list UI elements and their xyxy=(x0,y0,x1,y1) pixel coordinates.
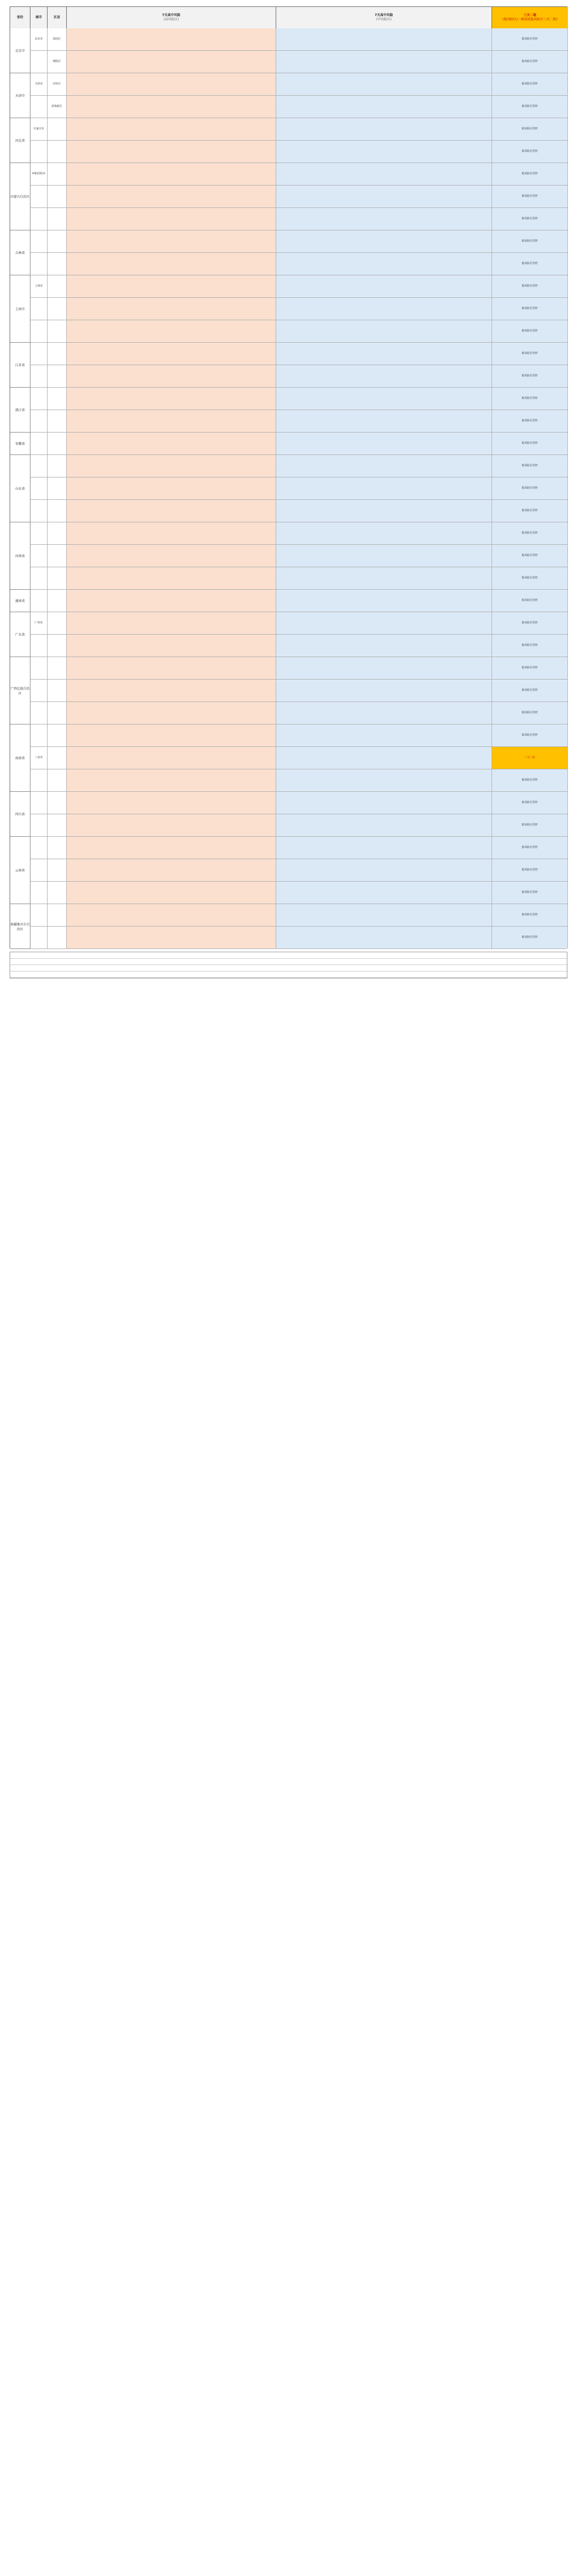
province-cell: 内蒙古自治区 xyxy=(10,163,30,230)
district-cell: 河东区 xyxy=(48,73,67,95)
city-cell xyxy=(30,724,48,746)
low-risk-cell: 低风险区管控 xyxy=(492,657,568,679)
risk-area-table xyxy=(10,6,567,948)
province-cell: 广西壮族自治区 xyxy=(10,657,30,724)
mid-risk-cell xyxy=(276,612,492,634)
high-risk-cell xyxy=(67,253,276,275)
city-cell xyxy=(30,365,48,387)
city-cell: 三亚市 xyxy=(30,747,48,769)
district-cell xyxy=(48,702,67,724)
city-cell xyxy=(30,837,48,859)
district-cell xyxy=(48,635,67,657)
high-risk-cell xyxy=(67,635,276,657)
province-cell: 北京市 xyxy=(10,28,30,73)
mid-risk-cell xyxy=(276,28,492,50)
high-risk-cell xyxy=(67,769,276,791)
province-cell: 四川省 xyxy=(10,792,30,837)
city-cell xyxy=(30,792,48,814)
mid-risk-cell xyxy=(276,657,492,679)
high-risk-cell xyxy=(67,163,276,185)
high-risk-cell xyxy=(67,680,276,701)
city-cell xyxy=(30,769,48,791)
low-risk-cell: 三天二检 xyxy=(492,747,568,769)
high-risk-cell xyxy=(67,410,276,432)
table-row xyxy=(30,882,567,904)
district-cell xyxy=(48,388,67,410)
city-cell xyxy=(30,859,48,881)
note-line xyxy=(10,952,567,959)
table-row xyxy=(30,477,567,500)
district-cell xyxy=(48,365,67,387)
high-risk-cell xyxy=(67,388,276,410)
high-risk-cell xyxy=(67,230,276,252)
low-risk-cell: 低风险区管控 xyxy=(492,141,568,163)
mid-risk-cell xyxy=(276,163,492,185)
high-risk-cell xyxy=(67,522,276,544)
city-cell xyxy=(30,410,48,432)
district-cell xyxy=(48,545,67,567)
district-cell xyxy=(48,141,67,163)
mid-risk-cell xyxy=(276,410,492,432)
header-province: 省份 xyxy=(10,7,30,28)
low-risk-cell: 低风险区管控 xyxy=(492,635,568,657)
low-risk-cell: 低风险区管控 xyxy=(492,769,568,791)
city-cell xyxy=(30,882,48,904)
low-risk-cell: 低风险区管控 xyxy=(492,230,568,252)
low-risk-cell: 低风险区管控 xyxy=(492,163,568,185)
low-risk-cell: 低风险区管控 xyxy=(492,477,568,499)
high-risk-cell xyxy=(67,657,276,679)
province-cell: 山东省 xyxy=(10,455,30,522)
low-risk-cell: 低风险区管控 xyxy=(492,724,568,746)
low-risk-cell: 低风险区管控 xyxy=(492,51,568,73)
note-line xyxy=(10,971,567,978)
table-row xyxy=(30,253,567,275)
low-risk-cell: 低风险区管控 xyxy=(492,522,568,544)
table-row xyxy=(30,433,567,455)
high-risk-cell xyxy=(67,433,276,454)
city-cell xyxy=(30,96,48,118)
mid-risk-cell xyxy=(276,702,492,724)
table-row xyxy=(30,298,567,320)
table-row xyxy=(30,680,567,702)
high-risk-cell xyxy=(67,792,276,814)
mid-risk-cell xyxy=(276,635,492,657)
district-cell xyxy=(48,657,67,679)
city-cell xyxy=(30,208,48,230)
city-cell xyxy=(30,141,48,163)
high-risk-cell xyxy=(67,343,276,365)
low-risk-cell: 低风险区管控 xyxy=(492,253,568,275)
low-risk-cell: 低风险区管控 xyxy=(492,433,568,454)
note-line xyxy=(10,965,567,971)
mid-risk-cell xyxy=(276,298,492,320)
city-cell xyxy=(30,927,48,948)
mid-risk-cell xyxy=(276,253,492,275)
mid-risk-cell xyxy=(276,590,492,612)
city-cell: 广州市 xyxy=(30,612,48,634)
mid-risk-cell xyxy=(276,837,492,859)
city-cell xyxy=(30,657,48,679)
low-risk-cell: 低风险区管控 xyxy=(492,28,568,50)
low-risk-cell: 低风险区管控 xyxy=(492,388,568,410)
low-risk-cell: 低风险区管控 xyxy=(492,837,568,859)
district-cell xyxy=(48,433,67,454)
city-cell xyxy=(30,186,48,207)
low-risk-cell: 低风险区管控 xyxy=(492,590,568,612)
city-cell xyxy=(30,388,48,410)
district-cell xyxy=(48,567,67,589)
table-row xyxy=(30,96,567,118)
low-risk-cell: 低风险区管控 xyxy=(492,567,568,589)
mid-risk-cell xyxy=(276,275,492,297)
city-cell xyxy=(30,320,48,342)
table-row xyxy=(30,859,567,882)
district-cell xyxy=(48,927,67,948)
header-district: 区县 xyxy=(48,7,67,28)
city-cell xyxy=(30,298,48,320)
mid-risk-cell xyxy=(276,567,492,589)
table-row xyxy=(30,320,567,343)
table-row xyxy=(30,724,567,747)
mid-risk-cell xyxy=(276,814,492,836)
low-risk-cell: 低风险区管控 xyxy=(492,343,568,365)
city-cell xyxy=(30,343,48,365)
low-risk-cell: 低风险区管控 xyxy=(492,186,568,207)
table-row xyxy=(30,567,567,590)
city-cell xyxy=(30,702,48,724)
district-cell xyxy=(48,410,67,432)
header-low-risk: 三天二检 (低风险区/一般按照低风险区三天二检) xyxy=(492,7,568,28)
high-risk-cell xyxy=(67,882,276,904)
low-risk-cell: 低风险区管控 xyxy=(492,792,568,814)
district-cell xyxy=(48,680,67,701)
low-risk-cell: 低风险区管控 xyxy=(492,275,568,297)
city-cell xyxy=(30,51,48,73)
low-risk-cell: 低风险区管控 xyxy=(492,208,568,230)
district-cell xyxy=(48,455,67,477)
table-row xyxy=(30,904,567,927)
high-risk-cell xyxy=(67,186,276,207)
province-cell: 河北省 xyxy=(10,118,30,163)
district-cell xyxy=(48,320,67,342)
city-cell xyxy=(30,545,48,567)
header-city: 城市 xyxy=(30,7,48,28)
high-risk-cell xyxy=(67,455,276,477)
low-risk-cell: 低风险区管控 xyxy=(492,904,568,926)
high-risk-cell xyxy=(67,500,276,522)
table-row xyxy=(30,635,567,657)
city-cell xyxy=(30,680,48,701)
low-risk-cell: 低风险区管控 xyxy=(492,73,568,95)
district-cell xyxy=(48,500,67,522)
mid-risk-cell xyxy=(276,680,492,701)
province-cell: 上海市 xyxy=(10,275,30,343)
mid-risk-cell xyxy=(276,477,492,499)
city-cell xyxy=(30,433,48,454)
risk-area-table-sheet xyxy=(10,6,567,2570)
high-risk-cell xyxy=(67,118,276,140)
mid-risk-cell xyxy=(276,118,492,140)
district-cell: 朝阳区 xyxy=(48,51,67,73)
district-cell xyxy=(48,275,67,297)
table-row xyxy=(30,747,567,769)
high-risk-cell xyxy=(67,365,276,387)
table-row xyxy=(30,208,567,230)
city-cell: 呼和浩特市 xyxy=(30,163,48,185)
city-cell: 上海市 xyxy=(30,275,48,297)
high-risk-cell xyxy=(67,927,276,948)
city-cell xyxy=(30,522,48,544)
high-risk-cell xyxy=(67,320,276,342)
city-cell: 石家庄市 xyxy=(30,118,48,140)
high-risk-cell xyxy=(67,51,276,73)
mid-risk-cell xyxy=(276,500,492,522)
table-row xyxy=(30,702,567,724)
high-risk-cell xyxy=(67,612,276,634)
district-cell xyxy=(48,298,67,320)
header-high-risk: 7天高中风险 (高风险区) xyxy=(67,7,276,28)
low-risk-cell: 低风险区管控 xyxy=(492,410,568,432)
city-cell xyxy=(30,567,48,589)
province-cell: 新疆维吾尔自治区 xyxy=(10,904,30,949)
table-row xyxy=(30,455,567,477)
high-risk-cell xyxy=(67,73,276,95)
city-cell xyxy=(30,455,48,477)
low-risk-cell: 低风险区管控 xyxy=(492,298,568,320)
table-row xyxy=(30,522,567,545)
mid-risk-cell xyxy=(276,522,492,544)
table-row xyxy=(30,141,567,163)
high-risk-cell xyxy=(67,545,276,567)
mid-risk-cell xyxy=(276,747,492,769)
district-cell xyxy=(48,882,67,904)
high-risk-cell xyxy=(67,837,276,859)
high-risk-cell xyxy=(67,96,276,118)
city-cell: 北京市 xyxy=(30,28,48,50)
district-cell xyxy=(48,230,67,252)
district-cell xyxy=(48,590,67,612)
high-risk-cell xyxy=(67,477,276,499)
low-risk-cell: 低风险区管控 xyxy=(492,118,568,140)
district-cell xyxy=(48,904,67,926)
mid-risk-cell xyxy=(276,927,492,948)
province-cell: 海南省 xyxy=(10,724,30,792)
high-risk-cell xyxy=(67,590,276,612)
table-row xyxy=(30,769,567,792)
table-row xyxy=(30,814,567,837)
mid-risk-cell xyxy=(276,141,492,163)
high-risk-cell xyxy=(67,747,276,769)
table-row xyxy=(30,657,567,680)
mid-risk-cell xyxy=(276,433,492,454)
table-row xyxy=(30,837,567,859)
district-cell xyxy=(48,118,67,140)
district-cell xyxy=(48,769,67,791)
table-row xyxy=(30,73,567,96)
low-risk-cell: 低风险区管控 xyxy=(492,680,568,701)
province-cell: 安徽省 xyxy=(10,433,30,455)
city-cell xyxy=(30,500,48,522)
mid-risk-cell xyxy=(276,545,492,567)
low-risk-cell: 低风险区管控 xyxy=(492,455,568,477)
mid-risk-cell xyxy=(276,208,492,230)
low-risk-cell: 低风险区管控 xyxy=(492,320,568,342)
high-risk-cell xyxy=(67,275,276,297)
low-risk-cell: 低风险区管控 xyxy=(492,96,568,118)
table-row xyxy=(30,28,567,51)
district-cell xyxy=(48,477,67,499)
table-row xyxy=(30,186,567,208)
city-cell xyxy=(30,635,48,657)
province-cell: 江苏省 xyxy=(10,343,30,388)
province-cell: 云南省 xyxy=(10,837,30,904)
district-cell xyxy=(48,186,67,207)
district-cell xyxy=(48,814,67,836)
city-cell xyxy=(30,904,48,926)
city-cell xyxy=(30,253,48,275)
mid-risk-cell xyxy=(276,769,492,791)
table-row xyxy=(30,410,567,433)
district-cell xyxy=(48,343,67,365)
city-cell: 天津市 xyxy=(30,73,48,95)
mid-risk-cell xyxy=(276,724,492,746)
mid-risk-cell xyxy=(276,882,492,904)
city-cell xyxy=(30,230,48,252)
table-row xyxy=(30,545,567,567)
mid-risk-cell xyxy=(276,455,492,477)
note-line xyxy=(10,959,567,965)
table-row xyxy=(30,230,567,253)
table-row xyxy=(30,365,567,388)
header-mid-risk: 7天高中风险 (中风险区) xyxy=(276,7,492,28)
district-cell xyxy=(48,163,67,185)
province-cell: 广东省 xyxy=(10,612,30,657)
high-risk-cell xyxy=(67,859,276,881)
district-cell xyxy=(48,792,67,814)
high-risk-cell xyxy=(67,208,276,230)
table-row xyxy=(30,51,567,73)
table-row xyxy=(30,500,567,522)
province-cell: 天津市 xyxy=(10,73,30,118)
low-risk-cell: 低风险区管控 xyxy=(492,365,568,387)
mid-risk-cell xyxy=(276,51,492,73)
district-cell xyxy=(48,253,67,275)
city-cell xyxy=(30,477,48,499)
district-cell xyxy=(48,208,67,230)
district-cell xyxy=(48,612,67,634)
high-risk-cell xyxy=(67,702,276,724)
mid-risk-cell xyxy=(276,96,492,118)
mid-risk-cell xyxy=(276,230,492,252)
table-header xyxy=(10,7,567,29)
low-risk-cell: 低风险区管控 xyxy=(492,882,568,904)
low-risk-cell: 低风险区管控 xyxy=(492,545,568,567)
low-risk-cell: 低风险区管控 xyxy=(492,927,568,948)
district-cell xyxy=(48,522,67,544)
mid-risk-cell xyxy=(276,904,492,926)
high-risk-cell xyxy=(67,904,276,926)
table-row xyxy=(30,590,567,612)
table-row xyxy=(30,927,567,949)
low-risk-cell: 低风险区管控 xyxy=(492,859,568,881)
province-cell: 河南省 xyxy=(10,522,30,590)
mid-risk-cell xyxy=(276,186,492,207)
low-risk-cell: 低风险区管控 xyxy=(492,702,568,724)
table-row xyxy=(30,163,567,186)
high-risk-cell xyxy=(67,298,276,320)
city-cell xyxy=(30,590,48,612)
province-cell: 湖南省 xyxy=(10,590,30,612)
mid-risk-cell xyxy=(276,365,492,387)
low-risk-cell: 低风险区管控 xyxy=(492,500,568,522)
notes-section xyxy=(10,952,567,978)
district-cell: 滨海新区 xyxy=(48,96,67,118)
high-risk-cell xyxy=(67,141,276,163)
mid-risk-cell xyxy=(276,792,492,814)
mid-risk-cell xyxy=(276,320,492,342)
table-row xyxy=(30,792,567,814)
table-row xyxy=(30,118,567,141)
district-cell: 海淀区 xyxy=(48,28,67,50)
mid-risk-cell xyxy=(276,343,492,365)
province-cell: 浙江省 xyxy=(10,388,30,433)
district-cell xyxy=(48,837,67,859)
low-risk-cell: 低风险区管控 xyxy=(492,814,568,836)
district-cell xyxy=(48,747,67,769)
city-cell xyxy=(30,814,48,836)
high-risk-cell xyxy=(67,814,276,836)
table-row xyxy=(30,343,567,365)
high-risk-cell xyxy=(67,28,276,50)
district-cell xyxy=(48,859,67,881)
mid-risk-cell xyxy=(276,388,492,410)
table-row xyxy=(30,275,567,298)
table-row xyxy=(30,612,567,635)
district-cell xyxy=(48,724,67,746)
mid-risk-cell xyxy=(276,859,492,881)
low-risk-cell: 低风险区管控 xyxy=(492,612,568,634)
table-row xyxy=(30,388,567,410)
high-risk-cell xyxy=(67,567,276,589)
province-cell: 吉林省 xyxy=(10,230,30,275)
high-risk-cell xyxy=(67,724,276,746)
mid-risk-cell xyxy=(276,73,492,95)
